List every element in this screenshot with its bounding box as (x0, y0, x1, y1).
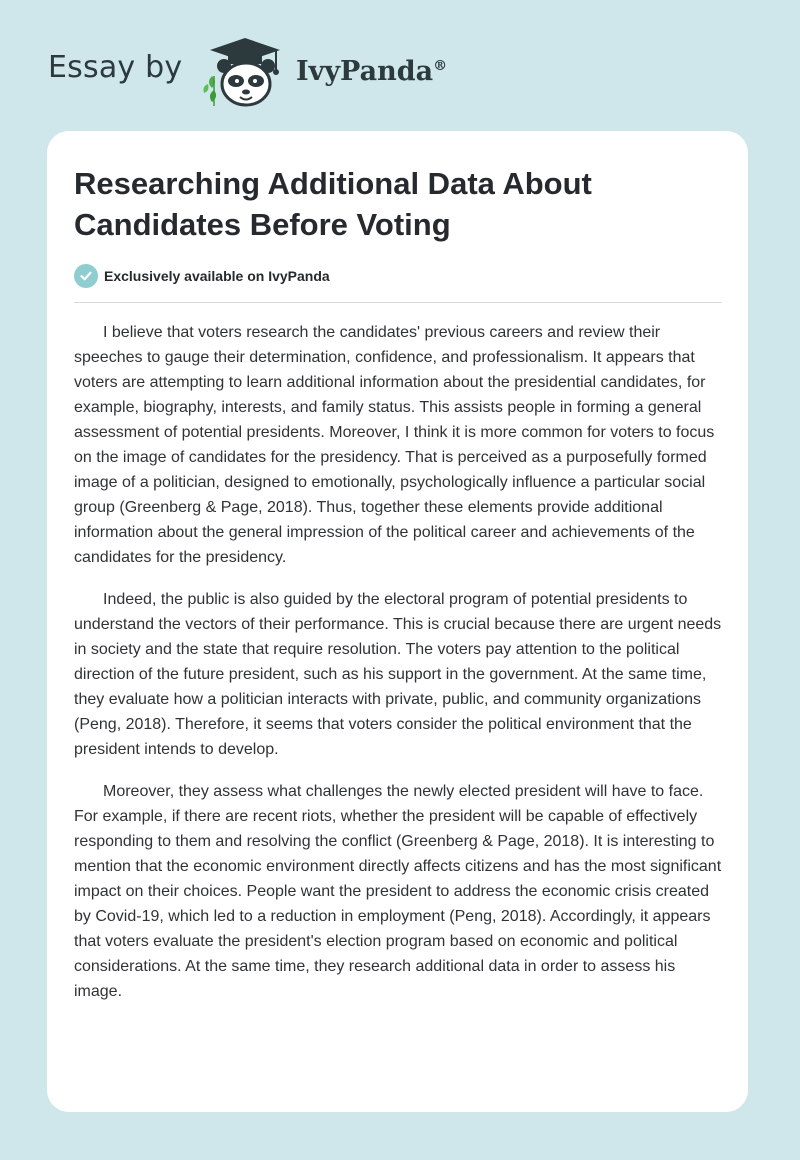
registered-mark: ® (433, 58, 448, 74)
page-title: Researching Additional Data About Candidates Before Voting (74, 166, 592, 242)
brand-name[interactable] (296, 56, 447, 87)
brand-name-text: IvyPanda (296, 56, 434, 87)
divider (74, 302, 722, 303)
essay-card (47, 131, 748, 1112)
check-icon (74, 264, 98, 288)
badge-label: Exclusively available on IvyPanda (104, 268, 330, 284)
exclusive-badge (74, 264, 330, 288)
paragraph: Indeed, the public is also guided by the electoral program of potential presidents to understand the vectors of their performance. This is crucial because there are urgent needs in society and the state that require resolution. The voters pay attention to the political direction of the future president, such as his support in the government. At the same time, they evaluate how a politician interacts with private, public, and community organizations (Peng, 2018). Therefore, it seems that voters consider the political environment that the president intends to develop. (74, 591, 722, 758)
paragraph: I believe that voters research the candidates' previous careers and review their speeches to gauge their determination, confidence, and professionalism. It appears that voters are attempting to learn additional information about the presidential candidates, for example, biography, interests, and family status. This assists people in forming a general assessment of potential presidents. Moreover, I think it is more common for voters to focus on the image of candidates for the presidency. That is perceived as a purposefully formed image of a politician, designed to emotionally, psychologically influence a particular social group (Greenberg & Page, 2018). Thus, together these elements provide additional information about the general impression of the political career and achievements of the candidates for the presidency. (74, 324, 715, 566)
paragraph: Moreover, they assess what challenges the newly elected president will have to face. For example, if there are recent riots, whether the president will be capable of effectively responding to them and resolving the conflict (Greenberg & Page, 2018). It is interesting to mention that the economic environment directly affects citizens and has the most significant impact on their choices. People want the president to address the economic crisis created by Covid-19, which led to a reduction in employment (Peng, 2018). Accordingly, it appears that voters evaluate the president's election program based on economic and political considerations. At the same time, they research additional data in order to assess his image. (74, 783, 722, 1000)
site-header (48, 36, 548, 108)
essay-body (74, 320, 724, 1021)
brand-prefix: Essay by (48, 50, 183, 85)
panda-logo-icon[interactable] (200, 36, 290, 108)
